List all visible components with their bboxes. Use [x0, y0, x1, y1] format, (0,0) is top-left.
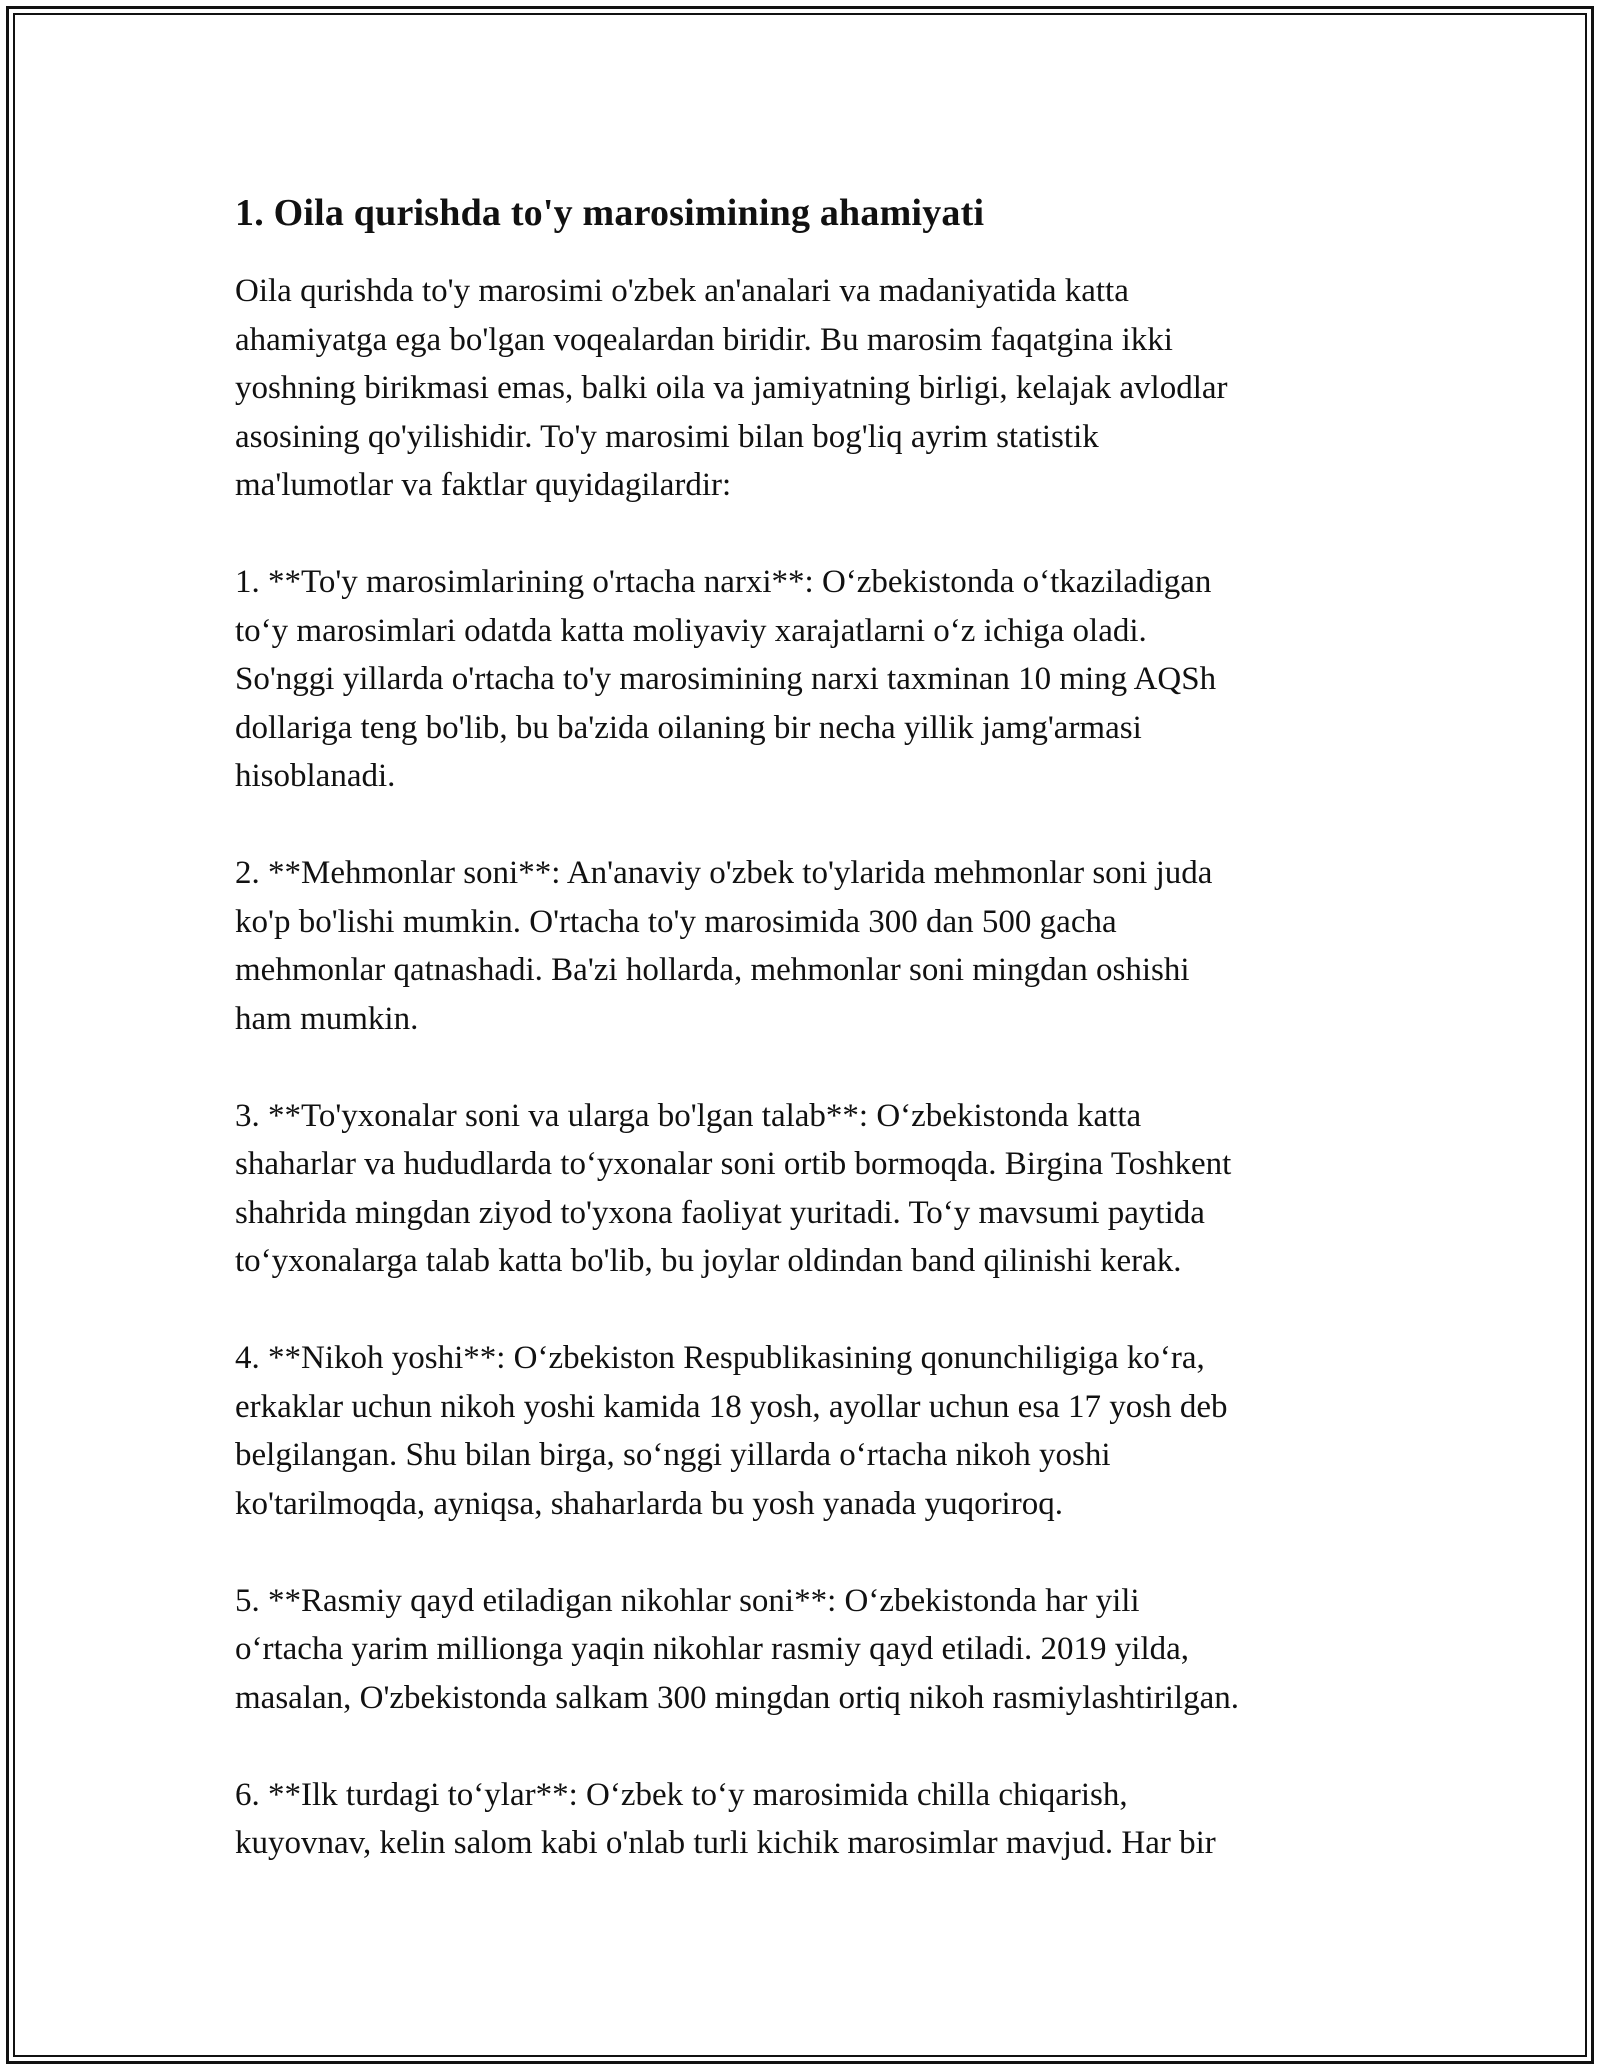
document-body	[235, 186, 1365, 1868]
intro-paragraph: Oila qurishda to'y marosimi o'zbek an'analari va madaniyatida katta ahamiyatga ega bo'lgan voqealardan biridir. Bu marosim faqatgina ikki yoshning birikmasi emas, balki oila va jamiyatning birligi, kelajak avlodlar asosining qo'yilishidir. To'y marosimi bilan bog'liq ayrim statistik ma'lumotlar va faktlar quyidagilardir:	[235, 273, 1228, 503]
paragraph-gap	[235, 801, 1365, 850]
paragraph-gap	[235, 1722, 1365, 1771]
list-item-ceremonies: 6. **Ilk turdagi to‘ylar**: O‘zbek to‘y marosimida chilla chiqarish, kuyovnav, kelin salom kabi o'nlab turli kichik marosimlar mavjud. Har bir	[235, 1776, 1216, 1861]
paragraph-gap	[235, 1528, 1365, 1577]
list-item-venues: 3. **To'yxonalar soni va ularga bo'lgan talab**: O‘zbekistonda katta shaharlar va hududlarda to‘yxonalar soni ortib bormoqda. Birgina Toshkent shahrida mingdan ziyod to'yxona faoliyat yuritadi. To‘y mavsumi paytida to‘yxonalarga talab katta bo'lib, bu joylar oldindan band qilinishi kerak.	[235, 1097, 1232, 1279]
paragraph-gap	[235, 1286, 1365, 1335]
section-heading: 1. Oila qurishda to'y marosimining ahamiyati	[235, 192, 985, 234]
list-item-registered-marriages: 5. **Rasmiy qayd etiladigan nikohlar soni**: O‘zbekistonda har yili o‘rtacha yarim millionga yaqin nikohlar rasmiy qayd etiladi. 2019 yilda, masalan, O'zbekistonda salkam 300 mingdan ortiq nikoh rasmiylashtirilgan.	[235, 1582, 1240, 1716]
list-item-marriage-age: 4. **Nikoh yoshi**: O‘zbekiston Respublikasining qonunchiligiga ko‘ra, erkaklar uchun nikoh yoshi kamida 18 yosh, ayollar uchun esa 17 yosh deb belgilangan. Shu bilan birga, so‘nggi yillarda o‘rtacha nikoh yoshi ko'tarilmoqda, ayniqsa, shaharlarda bu yosh yanada yuqoriroq.	[235, 1340, 1228, 1522]
list-item-guests: 2. **Mehmonlar soni**: An'anaviy o'zbek to'ylarida mehmonlar soni juda ko'p bo'lishi mumkin. O'rtacha to'y marosimida 300 dan 500 gacha mehmonlar qatnashadi. Ba'zi hollarda, mehmonlar soni mingdan oshishi ham mumkin.	[235, 855, 1213, 1037]
list-item-cost: 1. **To'y marosimlarining o'rtacha narxi**: O‘zbekistonda o‘tkaziladigan to‘y marosimlari odatda katta moliyaviy xarajatlarni o‘z ichiga oladi. So'nggi yillarda o'rtacha to'y marosimining narxi taxminan 10 ming AQSh dollariga teng bo'lib, bu ba'zida oilaning bir necha yillik jamg'armasi hisoblanadi.	[235, 564, 1217, 794]
paragraph-gap	[235, 510, 1365, 559]
paragraph-gap	[235, 1043, 1365, 1092]
